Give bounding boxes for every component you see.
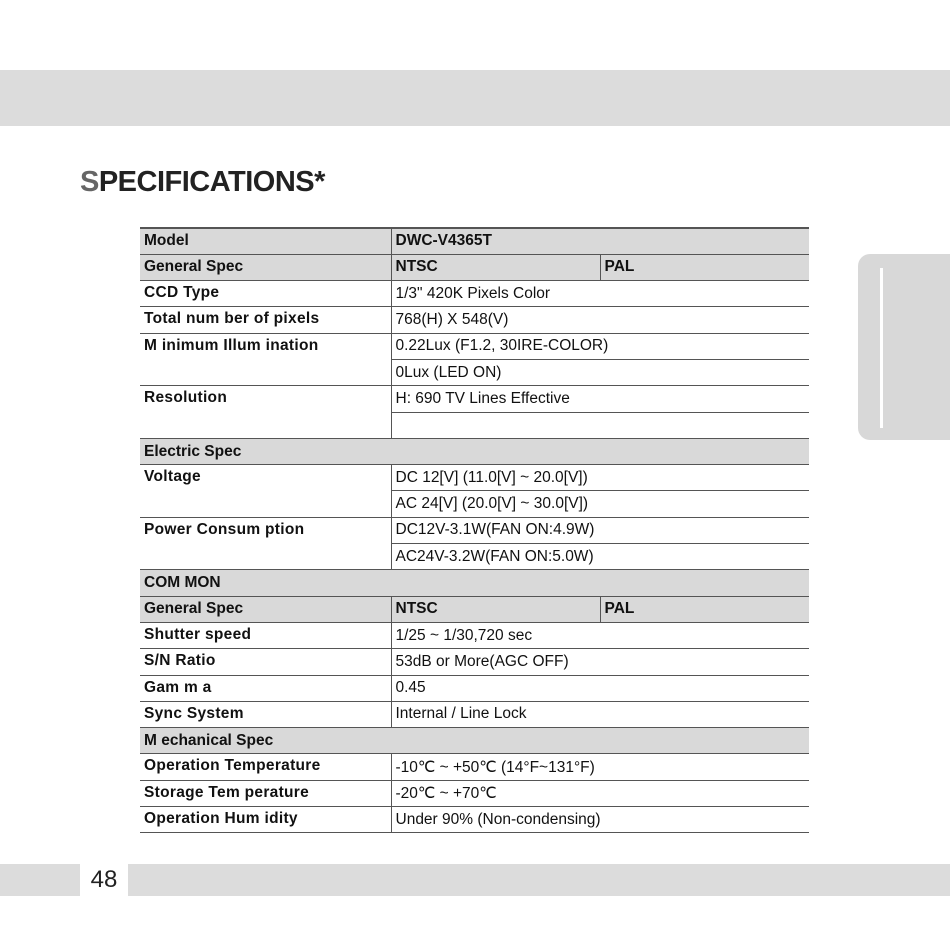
table-row	[140, 701, 809, 727]
electric-spec-heading: Electric Spec	[140, 438, 809, 464]
table-row	[140, 228, 809, 254]
resolution-empty-cell	[391, 412, 809, 438]
pal-header-2: PAL	[600, 596, 809, 622]
resolution-value: H: 690 TV Lines Effective	[391, 386, 809, 412]
table-row	[140, 281, 809, 307]
power-dc-value: DC12V-3.1W(FAN ON:4.9W)	[391, 517, 809, 543]
sn-ratio-label: S/N Ratio	[140, 649, 391, 675]
table-row	[140, 807, 809, 833]
operation-humidity-label: Operation Hum idity	[140, 807, 391, 833]
table-row	[140, 780, 809, 806]
common-heading: COM MON	[140, 570, 809, 596]
table-row	[140, 728, 809, 754]
ntsc-header-2: NTSC	[391, 596, 600, 622]
operation-humidity-value: Under 90% (Non-condensing)	[391, 807, 809, 833]
sync-system-label: Sync System	[140, 701, 391, 727]
power-ac-value: AC24V-3.2W(FAN ON:5.0W)	[391, 544, 809, 570]
voltage-ac-value: AC 24[V] (20.0[V] ~ 30.0[V])	[391, 491, 809, 517]
shutter-speed-label: Shutter speed	[140, 622, 391, 648]
min-illumination-value-2: 0Lux (LED ON)	[391, 359, 809, 385]
gamma-label: Gam m a	[140, 675, 391, 701]
spec-table	[140, 227, 809, 833]
general-spec-label-2: General Spec	[140, 596, 391, 622]
page-number: 48	[80, 862, 128, 898]
total-pixels-label: Total num ber of pixels	[140, 307, 391, 333]
chapter-tab-line	[880, 268, 883, 428]
storage-temp-value: -20℃ ~ +70℃	[391, 780, 809, 806]
table-row	[140, 517, 809, 543]
title-first-letter: S	[80, 166, 99, 198]
voltage-dc-value: DC 12[V] (11.0[V] ~ 20.0[V])	[391, 465, 809, 491]
power-consumption-label: Power Consum ption	[140, 517, 391, 570]
header-band	[0, 70, 950, 126]
shutter-speed-value: 1/25 ~ 1/30,720 sec	[391, 622, 809, 648]
model-label: Model	[140, 228, 391, 254]
total-pixels-value: 768(H) X 548(V)	[391, 307, 809, 333]
table-row	[140, 675, 809, 701]
table-row	[140, 622, 809, 648]
table-row	[140, 754, 809, 780]
min-illumination-value-1: 0.22Lux (F1.2, 30IRE-COLOR)	[391, 333, 809, 359]
model-value: DWC-V4365T	[391, 228, 809, 254]
table-row	[140, 649, 809, 675]
mechanical-spec-heading: M echanical Spec	[140, 728, 809, 754]
pal-header: PAL	[600, 254, 809, 280]
table-row	[140, 438, 809, 464]
table-row	[140, 570, 809, 596]
ccd-type-label: CCD Type	[140, 281, 391, 307]
footer-band	[0, 864, 950, 896]
table-row	[140, 333, 809, 359]
title-rest: PECIFICATIONS*	[98, 166, 325, 198]
ccd-type-value: 1/3" 420K Pixels Color	[391, 281, 809, 307]
table-row	[140, 596, 809, 622]
sn-ratio-value: 53dB or More(AGC OFF)	[391, 649, 809, 675]
voltage-label: Voltage	[140, 465, 391, 518]
table-row	[140, 386, 809, 412]
resolution-label: Resolution	[140, 386, 391, 439]
operation-temp-label: Operation Temperature	[140, 754, 391, 780]
ntsc-header: NTSC	[391, 254, 600, 280]
page-title	[80, 166, 325, 199]
min-illumination-label: M inimum Illum ination	[140, 333, 391, 386]
gamma-value: 0.45	[391, 675, 809, 701]
operation-temp-value: -10℃ ~ +50℃ (14°F~131°F)	[391, 754, 809, 780]
storage-temp-label: Storage Tem perature	[140, 780, 391, 806]
chapter-tab	[858, 254, 950, 440]
general-spec-label: General Spec	[140, 254, 391, 280]
table-row	[140, 465, 809, 491]
table-row	[140, 254, 809, 280]
table-row	[140, 307, 809, 333]
sync-system-value: Internal / Line Lock	[391, 701, 809, 727]
